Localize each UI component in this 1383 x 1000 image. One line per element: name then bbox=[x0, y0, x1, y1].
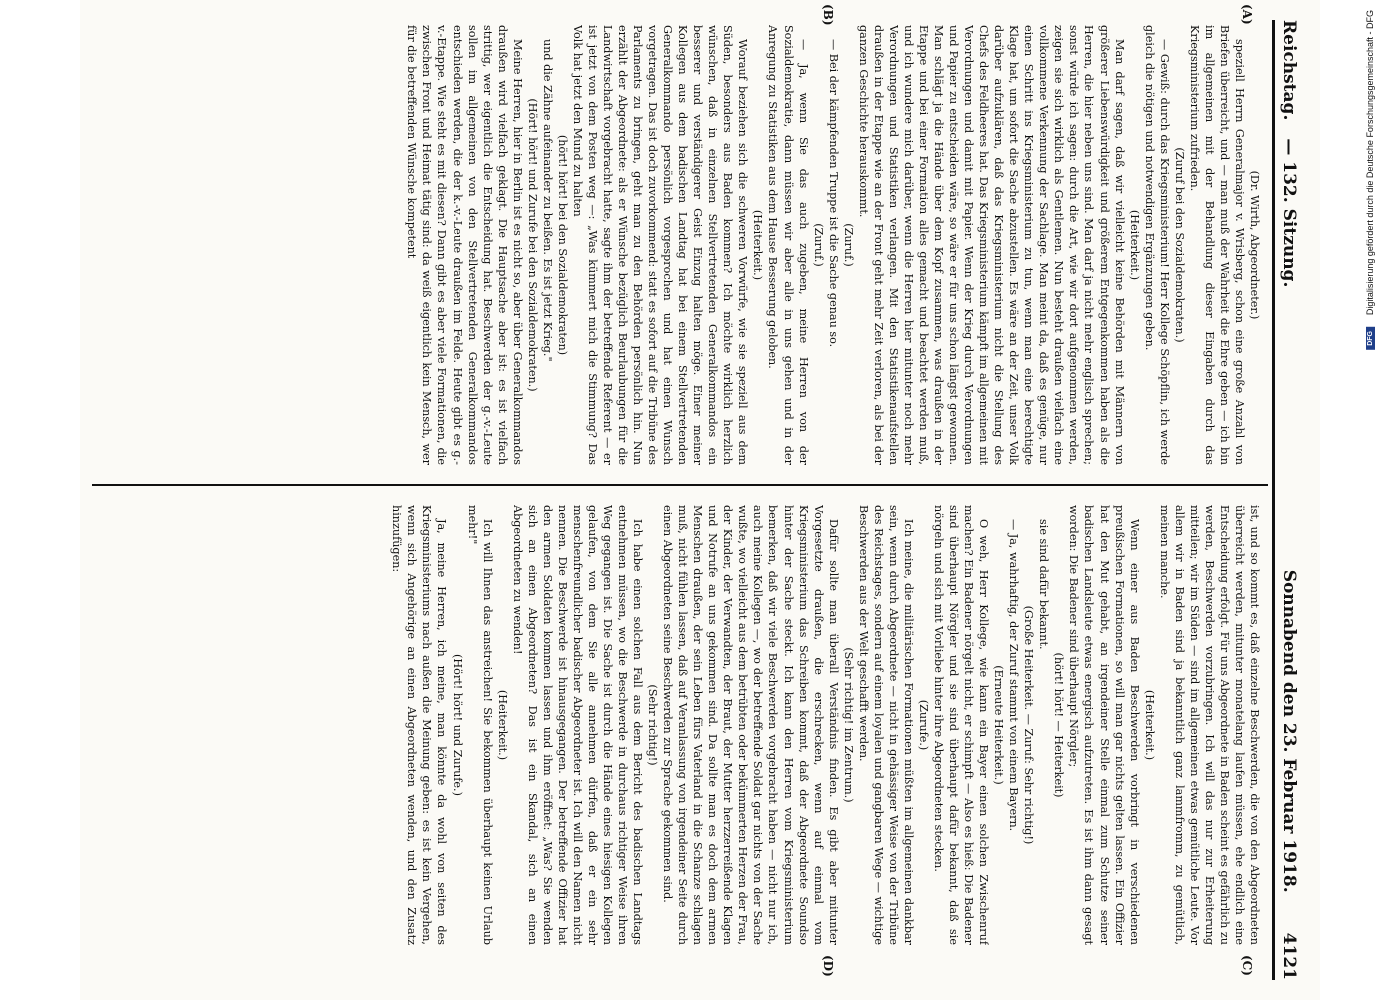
paragraph: Man darf sagen, daß wir vielleicht keine Behörden mit Männern von größerer Liebenswürdigkeit und größerem Entgegenkommen haben als die Herren, die hier neben uns sind. Man darf ja nicht mehr englisch sprechen; sonst würde ich sagen: durch die Art, wie wir dort aufgenommen werden, zeigen sie sich wirklich als Gentlemen. Nun besteht draußen vielfach eine vollkommene Verkennung der Sachlage. Man meint da, daß es genüge, nur einen Schritt ins Kriegsministerium zu tun, wenn man eine berechtigte Klage hat, um sofort die Sache abzustellen. Es wäre an der Zeit, unser Volk darüber aufzuklären, daß das Kriegsministerium nicht die Stellung des Chefs des Feldheeres hat. Das Kriegsministerium kämpft im allgemeinen mit Verordnungen und damit mit Papier. Wenn der Krieg durch Verordnungen und Papier zu entscheiden wäre, so wäre er für uns schon längst gewonnen. Man schlägt ja die Hände über dem Kopf zusammen, was draußen in der Etappe und bei einer Formation alles gemacht und beachtet werden muß, und ich wundere mich darüber, wenn die Herren hier mitunter noch mehr Verordnungen und Statistiken verlangen. Mit den Statistikenaufstellen draußen in der Etappe wie an der Front geht mehr Zeit verloren, als bei der ganzen Geschichte herauskommt. bbox=[856, 25, 1126, 465]
paragraph: Dafür sollte man überall Verständnis finden. Es gibt aber mitunter Vorgesetzte draußen, die erschrecken, wenn auf einmal vom Kriegsministerium das Schreiben kommt, daß der Abgeordnete Soundso hinter der Sache steckt. Ich kann den Herren vom Kriegsministerium bemerken, daß wir viele Beschwerden vorgebracht haben — nicht nur ich, auch meine Kollegen —, wo der betreffende Soldat gar nichts von der Sache wußte, wo vielleicht aus dem betrübten oder bekümmerten Herzen der Frau, der Kinder, der Verwandten, der Braut, der Mutter herzzerreißende Klagen und Notrufe an uns gekommen sind. Da sollte man es doch dem armen Menschen draußen, der sein Leben fürs Vaterland in die Schanze schlagen muß, nicht fühlen lassen, daß auf Veranlassung von irgendeiner Seite durch einen Abgeordneten seine Beschwerden zur Sprache gekommen sind. bbox=[661, 505, 840, 945]
session-title: — 132. Sitzung. bbox=[1279, 138, 1299, 288]
paragraph: Meine Herren, hier in Berlin ist es nicht so, aber über Generalkommandos draußen wird vielfach geklagt. Die Hauptsache aber ist: es ist vielfach strittig, wer eigentlich die Entscheidung hat. Beschwerden der g.-v.-Leute sollen im allgemeinen von den Stellvertretenden Generalkommandos entschieden werden, die der k.-v.-Leute draußen im Felde. Heute gibt es g.-v.-Etappe. Wie steht es mit diesen? Dann gibt es aber viele Formationen, die zwischen Front und Heimat tätig sind: da weiß eigentlich kein Mensch, wer für die betreffenden Wünsche kompetent bbox=[405, 25, 524, 465]
paragraph: Worauf beziehen sich die schweren Vorwürfe, wie sie speziell aus dem Süden, besonders aus Baden kommen? Ich möchte wirklich herzlich wünschen, daß in einzelnen Stellvertretenden Generalkommandos ein besserer und verständigerer Geist Einzug halten möge. Einer meiner Kollegen aus dem badischen Landtag hat bei einem Stellvertretenden Generalkommando persönlich vorgesprochen und hat einen Wunsch vorgetragen. Das ist doch zuvorkommend: statt es sofort auf die Tribüne des Parlaments zu bringen, geht man zu den Behörden persönlich hin. Nun erzählt der Abgeordnete: als er Wünsche bezüglich Beurlaubungen für die Landwirtschaft vorgebracht hatte, sagte ihm der betreffende Referent — er ist jetzt von dem Posten weg —: „Was kümmert mich die Stimmung? Das Volk hat jetzt den Mund zu halten bbox=[570, 25, 750, 465]
page-header bbox=[1272, 20, 1320, 980]
credit-text: Digitalisierung gefördert durch die Deutsche Forschungsgemeinschaft - DFG bbox=[1365, 10, 1375, 316]
column-divider bbox=[92, 484, 1268, 486]
paragraph: (Große Heiterkeit. — Zuruf: Sehr richtig!) bbox=[1022, 605, 1036, 845]
paragraph: (Zuruf.) bbox=[811, 223, 825, 267]
digitization-credit bbox=[1360, 10, 1380, 990]
journal-title: Reichstag. bbox=[1279, 20, 1299, 121]
page-number: 4121 bbox=[1279, 932, 1299, 980]
paragraph: speziell Herrn Generalmajor v. Wrisberg, schon eine große Anzahl von Briefen überreicht, und — man muß der Wahrheit die Ehre geben — ich bin im allgemeinen mit der Behandlung dieser Eingaben durch das Kriegsministerium zufrieden. bbox=[1187, 25, 1246, 465]
paragraph: (Dr. Wirth, Abgeordneter.) bbox=[1248, 170, 1261, 320]
paragraph: (Zurufe.) bbox=[916, 699, 930, 751]
margin-marker-b: (B) bbox=[821, 4, 835, 26]
paragraph: (Heiterkeit.) bbox=[1142, 689, 1156, 761]
left-column bbox=[92, 25, 1262, 465]
paragraph: Ich habe einen solchen Fall aus dem Bericht des badischen Landtags entnehmen müssen, wo die Beschwerde in durchaus richtiger Weise ihren Weg gegangen ist. Die Sache ist durch die Hände eines hiesigen Kollegen gelaufen, von dem Sie alle annehmen dürfen, daß er ein sehr menschenfreundlicher badischer Abgeordneter ist. Ich will den Namen nicht nennen. Die Beschwerde ist hinausgegangen. Der betreffende Offizier hat den armen Soldaten kommen lassen und ihm eröffnet: „Was? Sie wenden sich an einen Abgeordneten? Das ist ein Skandal, sich an einen Abgeordneten zu wenden! bbox=[510, 505, 645, 945]
paragraph: (Zuruf.) bbox=[841, 223, 855, 267]
margin-marker-d: (D) bbox=[821, 955, 835, 977]
rotated-page bbox=[80, 0, 1320, 1000]
margin-marker-a: (A) bbox=[1240, 4, 1254, 25]
paragraph: und die Zähne aufeinander zu beißen. Es ist jetzt Krieg." bbox=[540, 39, 554, 362]
paragraph: Ich will Ihnen das anstreichen! Sie bekommen überhaupt keinen Urlaub mehr!" bbox=[465, 505, 494, 945]
margin-marker-c: (C) bbox=[1240, 955, 1254, 976]
paragraph: sie sind dafür bekannt. bbox=[1037, 519, 1051, 650]
paragraph: (Hört! hört! und Zurufe bei den Sozialdemokraten.) bbox=[525, 98, 539, 392]
paragraph: Ja, meine Herren, ich meine, man könnte da wohl von seiten des Kriegsministeriums nach außen die Meinung geben: es ist kein Vergehen, wenn sich Angehörige an einen Abgeordneten wenden, und den Zusatz hinzufügen: bbox=[390, 505, 449, 945]
paragraph: (Heiterkeit.) bbox=[495, 689, 509, 761]
paragraph: (Erneute Heiterkeit.) bbox=[992, 665, 1006, 785]
paragraph: Ich meine, die militärischen Formationen müßten im allgemeinen dankbar sein, wenn durch Abgeordnete — nicht in gehässiger Weise von der Tribüne des Reichstages, sondern auf einem loyalen und gangbaren Wege — wichtige Beschwerden aus der Welt geschafft werden. bbox=[856, 505, 915, 945]
right-column bbox=[92, 505, 1262, 945]
paragraph: O weh, Herr Kollege, wie kann ein Bayer einen solchen Zwischenruf machen? Ein Badener nörgelt nicht, er schimpft — Also es hieß: Die Badener sind überhaupt Nörgler und sie sind überhaupt dafür bekannt, daß sie nörgeln und sich mit Vorliebe hinter ihre Abgeordneten stecken. bbox=[932, 505, 991, 945]
paragraph: (Heiterkeit.) bbox=[751, 209, 765, 281]
paragraph: (Hört! hört! und Zurufe.) bbox=[450, 654, 464, 796]
paragraph: (Sehr richtig!) bbox=[646, 684, 660, 766]
paragraph: — Ja, wahrhaftig, der Zuruf stammt von einem Bayern. bbox=[1007, 519, 1021, 832]
paragraph: (hört! hört! bei den Sozialdemokraten) bbox=[555, 134, 569, 356]
paragraph: Wenn einer aus Baden Beschwerden vorbringt in verschiedenen preußischen Formationen, so will man gar nichts gelten lassen. Ein Offizier hat den Mut gehabt, an irgendeiner Stelle einmal zum Schutze seiner badischen Landsleute etwas energisch aufzutreten. Es ist ihm dann gesagt worden: Die Badener sind überhaupt Nörgler; bbox=[1067, 505, 1141, 945]
paragraph: (Zuruf bei den Sozialdemokraten.) bbox=[1172, 147, 1186, 343]
paragraph: — Gewiß: durch das Kriegsministerium! Herr Kollege Schöpflin, ich werde gleich die nötigen und notwendigen Ergänzungen geben. bbox=[1142, 25, 1171, 465]
dfg-logo: DFG bbox=[1366, 327, 1375, 350]
page-date: Sonnabend den 23. Februar 1918. bbox=[1279, 569, 1299, 893]
paragraph: — Bei der kämpfenden Truppe ist die Sache genau so. bbox=[826, 39, 840, 348]
paragraph: (Sehr richtig! im Zentrum.) bbox=[841, 647, 855, 803]
paragraph: (Heiterkeit.) bbox=[1127, 209, 1141, 281]
paragraph: — Ja, wenn Sie das auch zugeben, meine Herren von der Sozialdemokratie, dann müssen wir aber alle in uns gehen und in der Anregung zu Statistiken aus dem Hause Besserung geloben. bbox=[766, 25, 810, 465]
paragraph: (hört! hört! — Heiterkeit) bbox=[1052, 652, 1066, 798]
paragraph: ist, und so kommt es, daß einzelne Beschwerden, die von den Abgeordneten überreicht werden, mitunter monatelang laufen müssen, ehe endlich eine Entscheidung erfolgt. Für uns Abgeordnete in Baden scheint es gefährlich zu werden, Beschwerden vorzubringen. Ich will das nur zur Erheiterung mitteilen; wir im Süden — sind im allgemeinen etwas gemütliche Leute. Vor allem wir in Baden sind ja bekanntlich ganz lammfromm, zu gemütlich, meinen manche. bbox=[1157, 505, 1261, 945]
